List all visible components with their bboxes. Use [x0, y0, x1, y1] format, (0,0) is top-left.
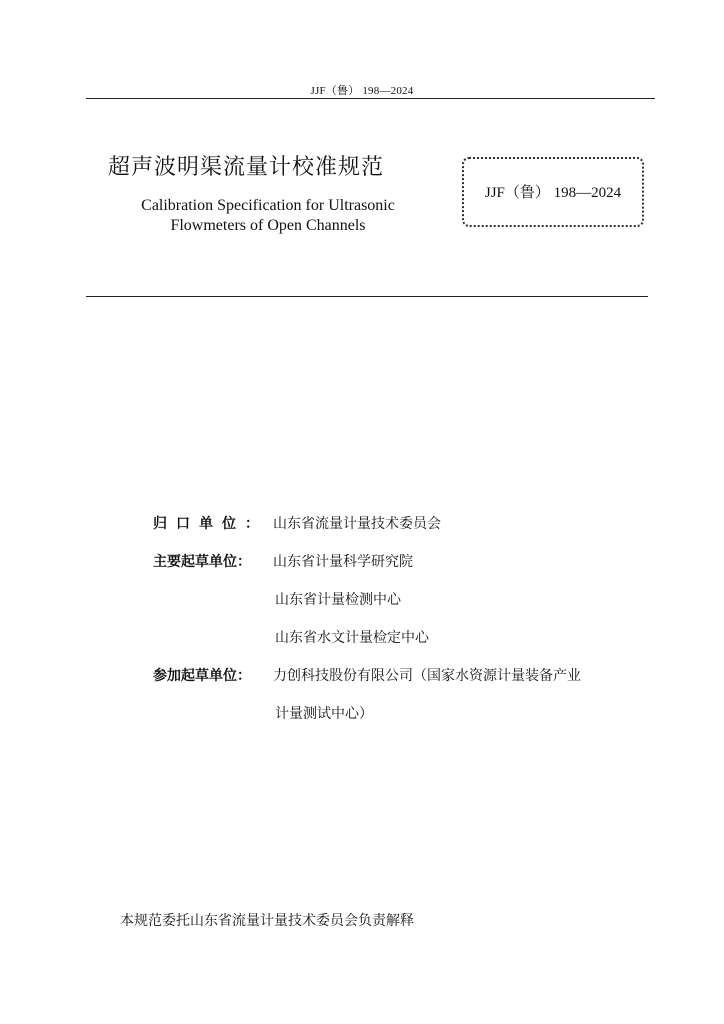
centralized-label: 归口单位： [153, 516, 268, 532]
header-rule [86, 98, 655, 99]
header-code: JJF（鲁） 198—2024 [310, 85, 414, 97]
title-zh: 超声波明渠流量计校准规范 [108, 155, 385, 180]
main-drafter-label: 主要起草单位： [153, 554, 251, 570]
participating-line-2: 计量测试中心） [275, 706, 373, 722]
main-drafter-3: 山东省水文计量检定中心 [275, 630, 429, 646]
title-en-line-1: Calibration Specification for Ultrasonic [141, 197, 395, 214]
title-en-line-2: Flowmeters of Open Channels [170, 217, 366, 234]
main-rule [86, 296, 648, 297]
org-row-centralized [153, 513, 441, 533]
centralized-value: 山东省流量计量技术委员会 [273, 516, 441, 532]
main-drafter-1: 山东省计量科学研究院 [273, 554, 413, 570]
org-row-participating [153, 665, 581, 685]
main-drafter-2: 山东省计量检测中心 [275, 592, 401, 608]
org-row-main-drafter [153, 551, 413, 571]
title-en [96, 196, 440, 236]
code-box-text: JJF（鲁） 198—2024 [484, 185, 622, 201]
footer-note: 本规范委托山东省流量计量技术委员会负责解释 [120, 913, 414, 929]
code-box [462, 157, 644, 227]
participating-label: 参加起草单位： [153, 668, 251, 684]
participating-line-1: 力创科技股份有限公司（国家水资源计量装备产业 [273, 668, 581, 684]
